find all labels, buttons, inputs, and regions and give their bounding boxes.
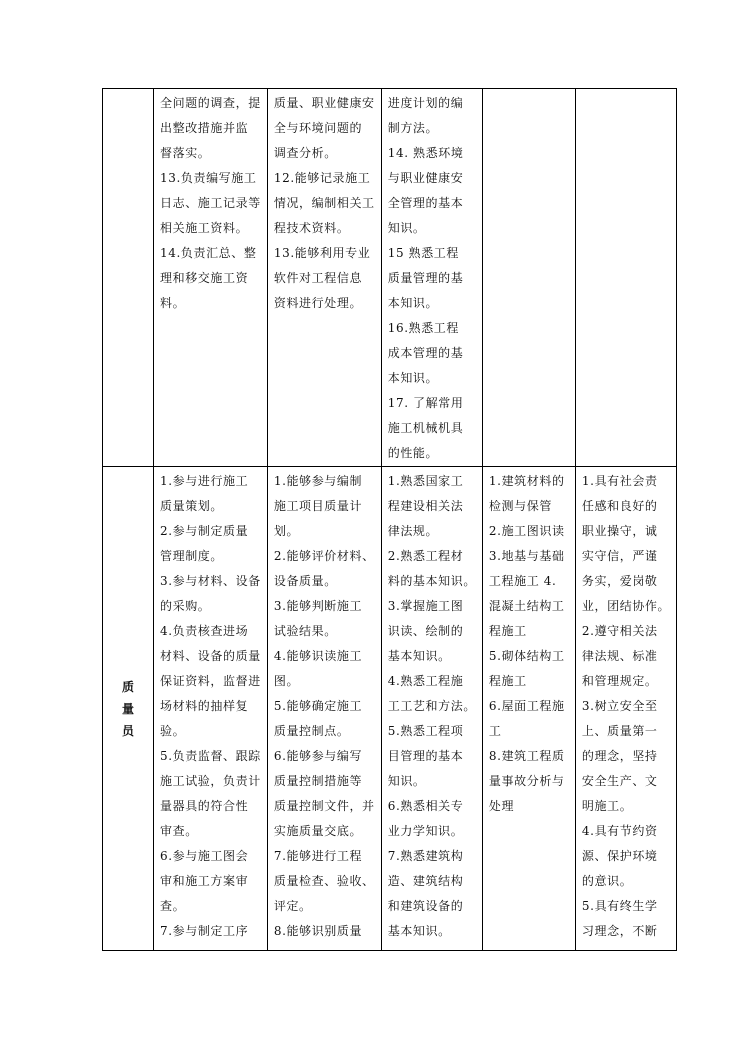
- duties-cell: [154, 89, 268, 467]
- cell-text-line: 工工艺和方法。: [387, 699, 476, 713]
- cell-text-line: 目管理的基本: [387, 749, 464, 763]
- cell-text-line: 律法规。: [387, 524, 439, 538]
- cell-text-line: 安全生产、文: [581, 774, 658, 788]
- cell-text-line: 14. 熟悉环境: [387, 146, 464, 160]
- cell-text-line: 实守信，严谨: [581, 549, 658, 563]
- cell-text-line: 出整改措施并监: [160, 121, 249, 135]
- cell-text-line: 知识。: [387, 221, 426, 235]
- cell-text-line: 工: [488, 724, 502, 738]
- cell-text-line: 13.能够利用专业: [273, 246, 371, 260]
- cell-text-line: 程施工: [488, 624, 527, 638]
- cell-text-line: 5.熟悉工程项: [387, 724, 464, 738]
- abilities-list: [268, 467, 381, 944]
- cell-text-line: 试验结果。: [273, 624, 337, 638]
- courses-list: [483, 467, 575, 819]
- cell-text-line: 材料、设备的质量: [160, 649, 261, 663]
- qualities-list: [576, 89, 676, 91]
- cell-text-line: 上、质量第一: [581, 724, 658, 738]
- cell-text-line: 理和移交施工资: [160, 271, 249, 285]
- cell-text-line: 划。: [273, 524, 300, 538]
- cell-text-line: 6.屋面工程施: [488, 699, 565, 713]
- cell-text-line: 质量策划。: [160, 499, 224, 513]
- cell-text-line: 8.能够识别质量: [273, 924, 363, 938]
- courses-cell: [482, 467, 575, 951]
- cell-text-line: 施工项目质量计: [273, 499, 363, 513]
- knowledge-cell: [381, 467, 482, 951]
- cell-text-line: 与职业健康安: [387, 171, 464, 185]
- cell-text-line: 5.砌体结构工: [488, 649, 565, 663]
- cell-text-line: 7.参与制定工序: [160, 924, 249, 938]
- cell-text-line: 成本管理的基: [387, 346, 464, 360]
- qualities-cell: [575, 467, 676, 951]
- cell-text-line: 1.能够参与编制: [273, 474, 363, 488]
- cell-text-line: 质量管理的基: [387, 271, 464, 285]
- cell-text-line: 4.能够识读施工: [273, 649, 363, 663]
- cell-text-line: 知识。: [387, 774, 426, 788]
- cell-text-line: 4.具有节约资: [581, 824, 658, 838]
- cell-text-line: 的采购。: [160, 599, 211, 613]
- cell-text-line: 习理念，不断: [581, 924, 658, 938]
- cell-text-line: 制方法。: [387, 121, 439, 135]
- cell-text-line: 基本知识。: [387, 649, 451, 663]
- qualities-cell: [575, 89, 676, 467]
- cell-text-line: 6.能够参与编写: [273, 749, 363, 763]
- table-row: [103, 467, 677, 951]
- cell-text-line: 7.熟悉建筑构: [387, 849, 464, 863]
- role-cell: [103, 89, 154, 467]
- cell-text-line: 全问题的调查，提: [160, 96, 261, 110]
- cell-text-line: 8.建筑工程质: [488, 749, 565, 763]
- duties-list: [154, 89, 267, 316]
- cell-text-line: 任感和良好的: [581, 499, 658, 513]
- cell-text-line: 审和施工方案审: [160, 874, 249, 888]
- cell-text-line: 施工机械机具: [387, 421, 464, 435]
- cell-text-line: 5.能够确定施工: [273, 699, 363, 713]
- cell-text-line: 资料进行处理。: [273, 296, 363, 310]
- cell-text-line: 3.参与材料、设备: [160, 574, 261, 588]
- knowledge-cell: [381, 89, 482, 467]
- cell-text-line: 基本知识。: [387, 924, 451, 938]
- cell-text-line: 调查分析。: [273, 146, 337, 160]
- cell-text-line: 和管理规定。: [581, 674, 658, 688]
- cell-text-line: 全与环境问题的: [273, 121, 363, 135]
- cell-text-line: 评定。: [273, 899, 312, 913]
- cell-text-line: 实施质量交底。: [273, 824, 363, 838]
- cell-text-line: 律法规、标准: [581, 649, 658, 663]
- cell-text-line: 软件对工程信息: [273, 271, 363, 285]
- cell-text-line: 情况，编制相关工: [273, 196, 375, 210]
- cell-text-line: 业力学知识。: [387, 824, 464, 838]
- role-char: 量: [121, 701, 134, 716]
- cell-text-line: 1.熟悉国家工: [387, 474, 464, 488]
- knowledge-list: [382, 89, 482, 466]
- cell-text-line: 检测与保管: [488, 499, 552, 513]
- cell-text-line: 进度计划的编: [387, 96, 464, 110]
- cell-text-line: 审查。: [160, 824, 198, 838]
- cell-text-line: 施工试验，负责计: [160, 774, 261, 788]
- cell-text-line: 验。: [160, 724, 186, 738]
- cell-text-line: 程施工: [488, 674, 527, 688]
- cell-text-line: 16.熟悉工程: [387, 321, 460, 335]
- cell-text-line: 6.熟悉相关专: [387, 799, 464, 813]
- abilities-cell: [267, 89, 381, 467]
- cell-text-line: 的理念，坚持: [581, 749, 658, 763]
- role-char: 质: [121, 679, 134, 694]
- cell-text-line: 源、保护环境: [581, 849, 658, 863]
- cell-text-line: 质量控制点。: [273, 724, 350, 738]
- courses-list: [483, 89, 575, 91]
- cell-text-line: 业，团结协作。: [581, 599, 671, 613]
- cell-text-line: 日志、施工记录等: [160, 196, 261, 210]
- abilities-list: [268, 89, 381, 316]
- cell-text-line: 1.建筑材料的: [488, 474, 565, 488]
- job-competency-table: [102, 88, 677, 951]
- cell-text-line: 造、建筑结构: [387, 874, 464, 888]
- cell-text-line: 本知识。: [387, 371, 439, 385]
- duties-list: [154, 467, 267, 944]
- cell-text-line: 本知识。: [387, 296, 439, 310]
- cell-text-line: 料的基本知识。: [387, 574, 476, 588]
- cell-text-line: 图。: [273, 674, 300, 688]
- cell-text-line: 设备质量。: [273, 574, 337, 588]
- cell-text-line: 5.具有终生学: [581, 899, 658, 913]
- cell-text-line: 17. 了解常用: [387, 396, 464, 410]
- table-row: [103, 89, 677, 467]
- knowledge-list: [382, 467, 482, 944]
- cell-text-line: 全管理的基本: [387, 196, 464, 210]
- cell-text-line: 查。: [160, 899, 186, 913]
- cell-text-line: 料。: [160, 296, 186, 310]
- abilities-cell: [267, 467, 381, 951]
- qualities-list: [576, 467, 676, 944]
- cell-text-line: 7.能够进行工程: [273, 849, 363, 863]
- cell-text-line: 3.地基与基础: [488, 549, 565, 563]
- cell-text-line: 2.施工图识读: [488, 524, 565, 538]
- cell-text-line: 督落实。: [160, 146, 211, 160]
- cell-text-line: 处理: [488, 799, 515, 813]
- cell-text-line: 12.能够记录施工: [273, 171, 371, 185]
- cell-text-line: 质量控制措施等: [273, 774, 363, 788]
- cell-text-line: 3.树立安全至: [581, 699, 658, 713]
- cell-text-line: 3.掌握施工图: [387, 599, 464, 613]
- cell-text-line: 14.负责汇总、整: [160, 246, 257, 260]
- cell-text-line: 管理制度。: [160, 549, 224, 563]
- cell-text-line: 5.负责监督、跟踪: [160, 749, 261, 763]
- courses-cell: [482, 89, 575, 467]
- cell-text-line: 务实，爱岗敬: [581, 574, 658, 588]
- cell-text-line: 1.参与进行施工: [160, 474, 249, 488]
- cell-text-line: 质量、职业健康安: [273, 96, 375, 110]
- cell-text-line: 2.能够评价材料、: [273, 549, 375, 563]
- duties-cell: [154, 467, 268, 951]
- cell-text-line: 程技术资料。: [273, 221, 350, 235]
- cell-text-line: 6.参与施工图会: [160, 849, 249, 863]
- cell-text-line: 13.负责编写施工: [160, 171, 257, 185]
- cell-text-line: 1.具有社会责: [581, 474, 658, 488]
- cell-text-line: 和建筑设备的: [387, 899, 464, 913]
- cell-text-line: 质量控制文件，并: [273, 799, 375, 813]
- cell-text-line: 3.能够判断施工: [273, 599, 363, 613]
- cell-text-line: 的意识。: [581, 874, 633, 888]
- cell-text-line: 明施工。: [581, 799, 633, 813]
- cell-text-line: 职业操守，诚: [581, 524, 658, 538]
- cell-text-line: 质量检查、验收、: [273, 874, 375, 888]
- cell-text-line: 识读、绘制的: [387, 624, 464, 638]
- cell-text-line: 程建设相关法: [387, 499, 464, 513]
- role-char: 员: [121, 723, 134, 738]
- cell-text-line: 15 熟悉工程: [387, 246, 460, 260]
- cell-text-line: 相关施工资料。: [160, 221, 249, 235]
- cell-text-line: 4.熟悉工程施: [387, 674, 464, 688]
- cell-text-line: 工程施工 4.: [488, 574, 557, 588]
- cell-text-line: 场材料的抽样复: [160, 699, 249, 713]
- cell-text-line: 2.遵守相关法: [581, 624, 658, 638]
- cell-text-line: 2.参与制定质量: [160, 524, 249, 538]
- cell-text-line: 的性能。: [387, 446, 439, 460]
- cell-text-line: 量器具的符合性: [160, 799, 249, 813]
- cell-text-line: 2.熟悉工程材: [387, 549, 464, 563]
- cell-text-line: 混凝土结构工: [488, 599, 565, 613]
- cell-text-line: 4.负责核查进场: [160, 624, 249, 638]
- cell-text-line: 量事故分析与: [488, 774, 565, 788]
- cell-text-line: 保证资料，监督进: [160, 674, 261, 688]
- role-cell-quality-inspector: [103, 467, 154, 951]
